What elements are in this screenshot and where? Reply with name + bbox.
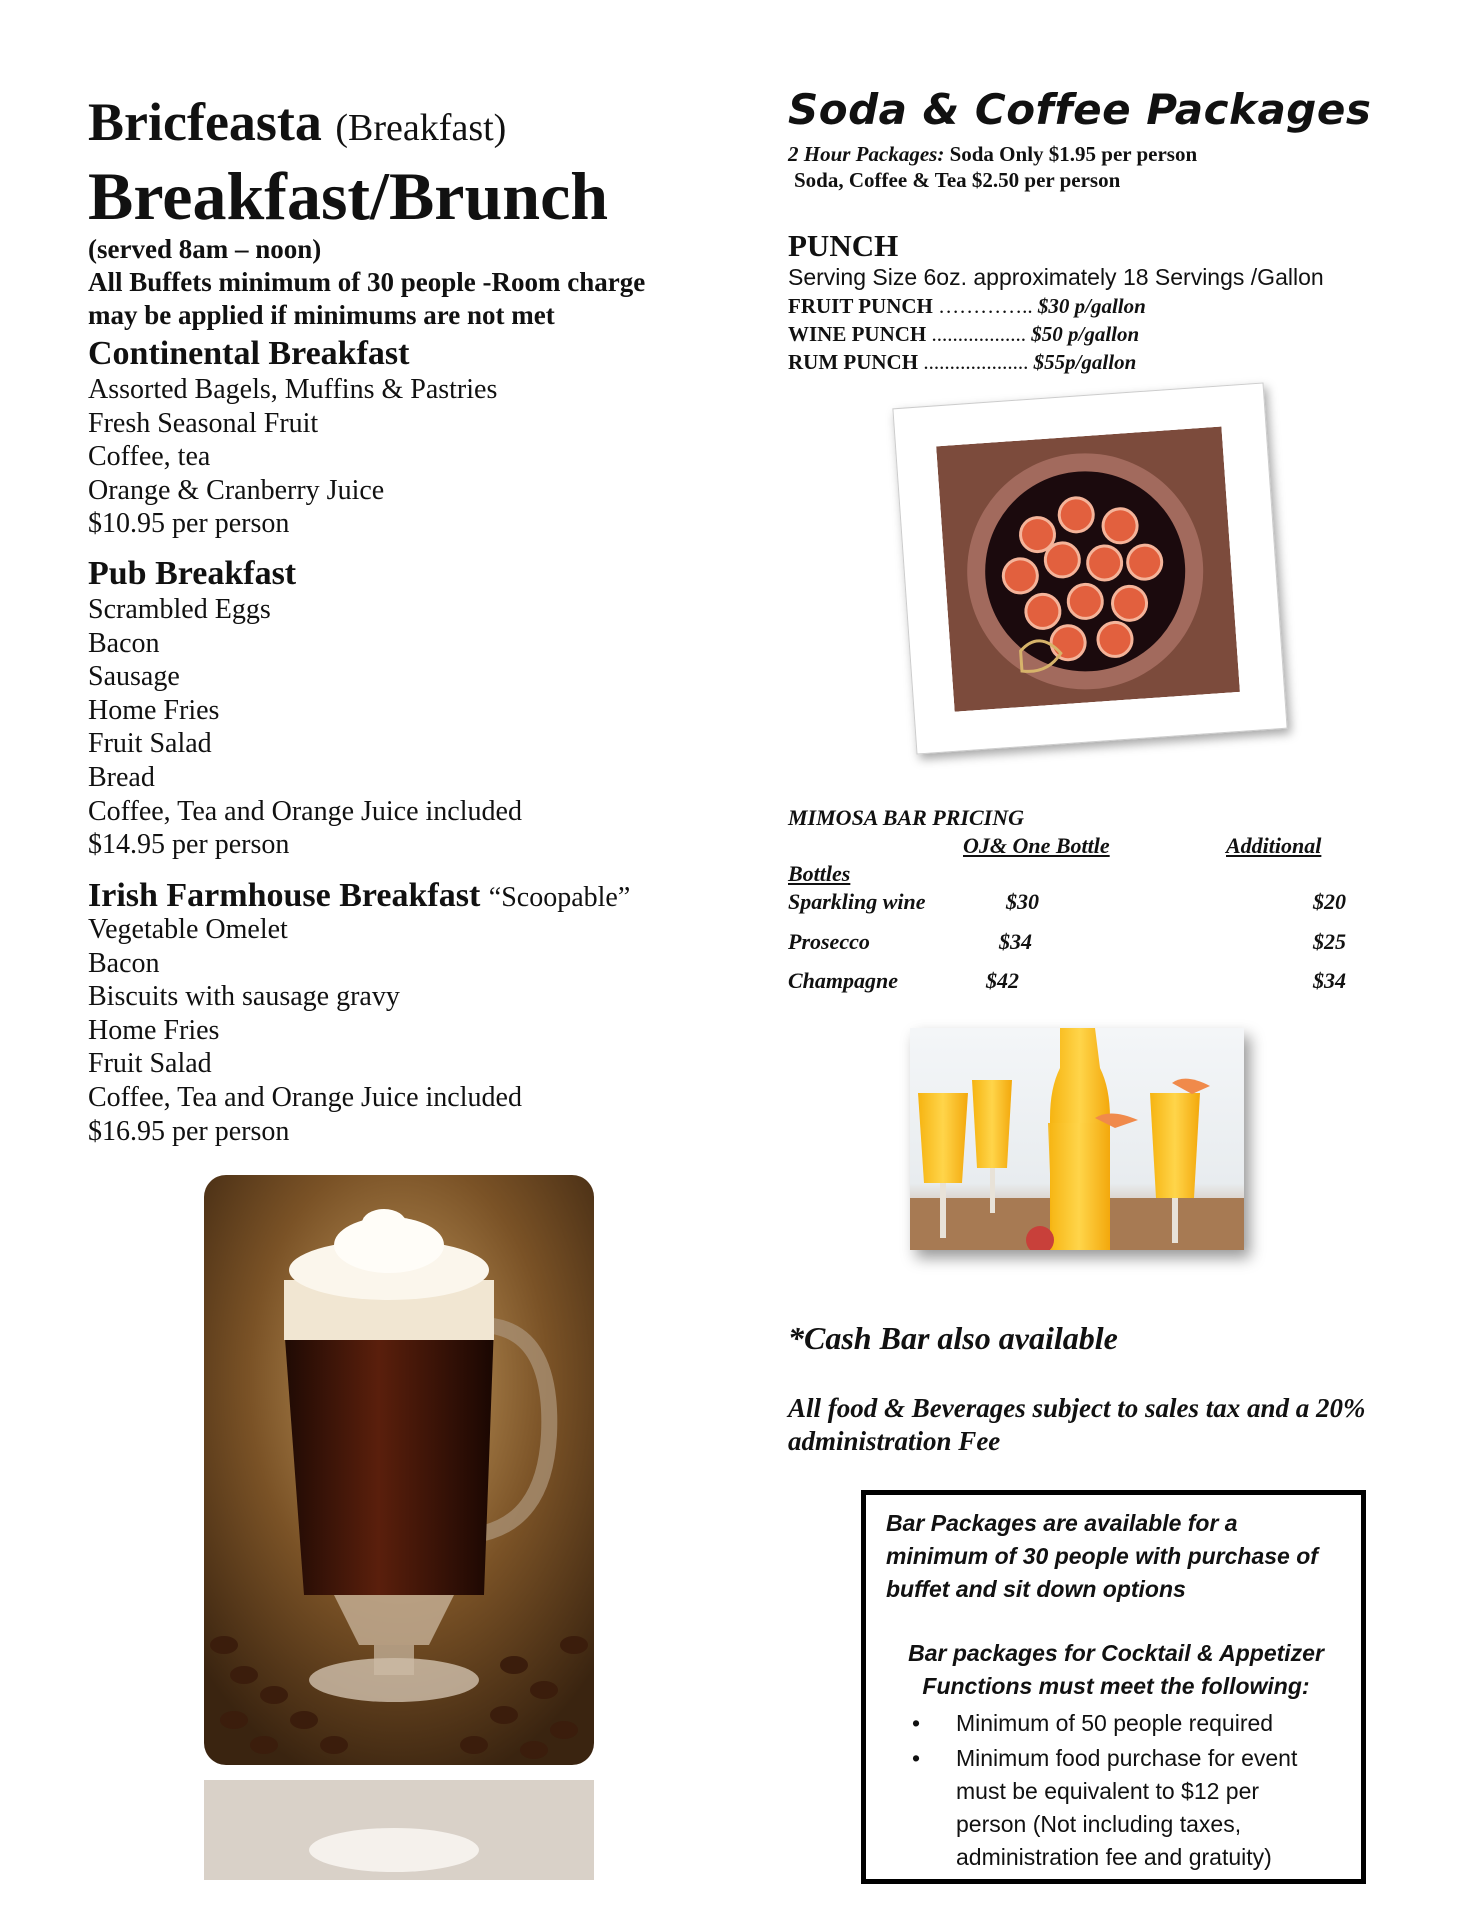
soda-line-1-label: 2 Hour Packages: [788,142,945,166]
list-item: $14.95 per person [88,829,290,861]
served-note: (served 8am – noon) [88,234,322,264]
mimosa-row-additional: $34 [1313,968,1346,993]
punch-bowl-image [936,426,1240,711]
list-item: Bread [88,761,155,793]
mimosa-bottles-label: Bottles [788,861,851,886]
punch-price: $30 p/gallon [1037,294,1146,318]
requirement-text: Minimum of 50 people required [956,1710,1274,1736]
mimosa-row-additional: $20 [1313,889,1346,914]
bar-packages-para2: Bar packages for Cocktail & Appetizer Functions must meet the following: [908,1640,1324,1699]
section-heading-pub: Pub Breakfast [88,555,297,592]
punch-dots: .................. [931,322,1027,346]
bar-packages-box [861,1490,1366,1884]
punch-row-fruit [788,294,1146,319]
punch-serving-size: Serving Size 6oz. approximately 18 Servings /Gallon [788,264,1324,290]
list-item: Vegetable Omelet [88,914,288,945]
punch-dots: ………….. [938,294,1033,318]
mimosa-row-name: Champagne [788,968,899,993]
list-item: Home Fries [88,694,220,726]
continental-items [88,373,497,541]
mimosa-row-first: $30 [1006,889,1039,914]
irish-heading-text: Irish Farmhouse Breakfast [88,877,481,914]
punch-price: $50 p/gallon [1031,322,1140,346]
page-subtitle: Breakfast/Brunch [88,158,609,234]
title-sub: (Breakfast) [335,107,507,149]
punch-bowl-photo [892,382,1287,754]
mimosa-row-first: $34 [999,929,1032,954]
irish-heading-note: “Scoopable” [488,882,631,913]
punch-price: $55p/gallon [1033,350,1137,374]
mimosa-title: MIMOSA BAR PRICING [788,805,1024,830]
mimosa-col-additional: Additional [1226,833,1322,858]
list-item: Coffee, Tea and Orange Juice included [88,795,522,827]
bullet-icon: • [912,1745,921,1771]
minimum-note-line2: may be applied if minimums are not met [88,300,555,330]
punch-row-rum [788,350,1136,375]
pub-items [88,593,522,862]
list-item: Coffee, tea [88,441,211,473]
mimosa-col-oj: OJ& One Bottle [963,833,1110,858]
list-item: Sausage [88,661,180,693]
punch-name: FRUIT PUNCH [788,294,933,318]
list-item: $16.95 per person [88,1115,290,1147]
page-title [88,92,506,158]
punch-name: RUM PUNCH [788,350,919,374]
mimosa-row-name: Prosecco [788,929,870,954]
list-item: Bacon [88,947,160,979]
list-item: Fruit Salad [88,728,212,760]
soda-line-1-text: Soda Only $1.95 per person [949,142,1198,166]
punch-title: PUNCH [788,228,899,263]
punch-dots: .................... [923,350,1029,374]
list-item: Home Fries [88,1014,220,1046]
list-item: Orange & Cranberry Juice [88,474,385,506]
section-heading-irish [88,876,630,918]
list-item: Biscuits with sausage gravy [88,981,400,1013]
list-item: Scrambled Eggs [88,594,271,625]
cash-bar-note: *Cash Bar also available [788,1320,1118,1356]
list-item: Assorted Bagels, Muffins & Pastries [88,374,498,405]
section-heading-continental: Continental Breakfast [88,335,410,372]
mimosa-row-additional: $25 [1313,929,1346,954]
list-item: Bacon [88,627,160,659]
mimosa-photo [910,1028,1244,1250]
list-item: Fruit Salad [88,1048,212,1080]
bullet-icon: • [912,1710,921,1736]
bar-packages-para1: Bar Packages are available for a minimum of 30 people with purchase of buffet and sit down options [886,1510,1318,1602]
requirement-text: Minimum food purchase for event must be equivalent to $12 per person (Not including taxes, administration fee and gratuity) [956,1745,1298,1870]
soda-line-1 [788,142,1197,167]
title-main: Bricfeasta [88,92,322,152]
irish-coffee-reflection [204,1780,594,1880]
soda-coffee-title: Soda & Coffee Packages [788,85,1372,134]
list-item: Fresh Seasonal Fruit [88,407,319,439]
bar-packages-requirements [906,1707,1326,1876]
tax-note: All food & Beverages subject to sales tax and a 20% administration Fee [788,1393,1366,1456]
irish-items [88,913,522,1148]
mimosa-row-name: Sparkling wine [788,889,926,914]
list-item: $10.95 per person [88,508,290,540]
punch-name: WINE PUNCH [788,322,927,346]
minimum-note-line1: All Buffets minimum of 30 people -Room charge [88,267,646,297]
list-item [906,1742,1326,1874]
irish-coffee-photo [204,1175,594,1765]
soda-line-2: Soda, Coffee & Tea $2.50 per person [794,168,1121,192]
list-item: Coffee, Tea and Orange Juice included [88,1081,522,1113]
mimosa-row-first: $42 [986,968,1019,993]
punch-row-wine [788,322,1139,347]
list-item [906,1707,1326,1740]
